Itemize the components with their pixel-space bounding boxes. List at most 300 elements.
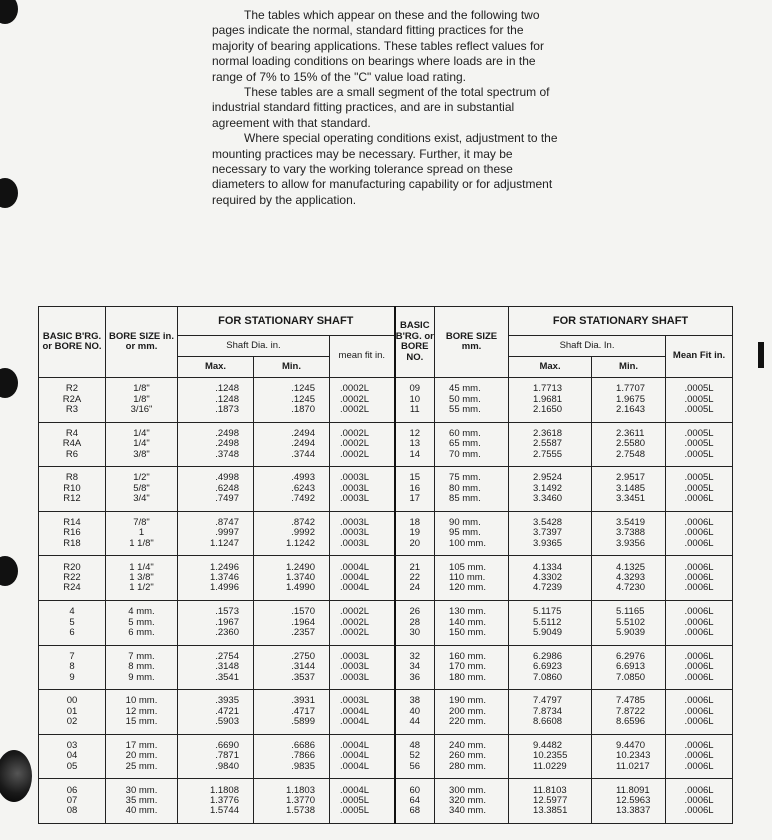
shaft-min-left-value: .2750 bbox=[291, 650, 315, 662]
shaft-min-right-cell bbox=[592, 422, 666, 467]
shaft-max-right-value: 3.3460 bbox=[533, 493, 563, 505]
shaft-min-right-cell bbox=[592, 690, 666, 735]
bore-size-right-cell bbox=[435, 734, 509, 779]
bore-size-left-value: 3/8" bbox=[133, 448, 150, 460]
shaft-min-left-cell bbox=[254, 734, 330, 779]
shaft-min-left-value: .1245 bbox=[291, 393, 315, 405]
bore-no-left-value: R4 bbox=[65, 427, 79, 439]
shaft-max-right-cell bbox=[509, 645, 592, 690]
shaft-min-left-value: 1.3740 bbox=[285, 571, 315, 583]
shaft-min-left-value: .4717 bbox=[291, 705, 315, 717]
bore-no-left-cell bbox=[39, 690, 106, 735]
shaft-max-left-value: .1248 bbox=[215, 383, 239, 395]
bore-size-right-value: 75 mm. bbox=[449, 472, 481, 484]
shaft-min-left-value: .2357 bbox=[291, 626, 315, 638]
shaft-max-right-value: 3.5428 bbox=[533, 516, 563, 528]
bore-no-right-cell bbox=[395, 556, 435, 601]
bore-size-left-value: 1/4" bbox=[133, 427, 150, 439]
shaft-min-right-value: 1.7707 bbox=[616, 383, 646, 395]
bore-size-left-value: 1/2" bbox=[133, 472, 150, 484]
shaft-min-right-value: 7.8722 bbox=[616, 705, 646, 717]
shaft-min-right-value: 2.5580 bbox=[616, 438, 646, 450]
bore-size-left-value: 35 mm. bbox=[125, 794, 158, 806]
shaft-max-right-value: 3.1492 bbox=[533, 482, 563, 494]
mean-fit-left-value: .0005L bbox=[340, 794, 370, 806]
bore-size-right-value: 280 mm. bbox=[449, 760, 486, 772]
bore-size-right-value: 80 mm. bbox=[449, 482, 481, 494]
bore-size-left-value: 1 bbox=[138, 527, 145, 539]
shaft-min-right-value: 7.0850 bbox=[616, 671, 646, 683]
header-bore-size-right: BORE SIZE mm. bbox=[435, 307, 509, 378]
mean-fit-right-value: .0006L bbox=[684, 760, 714, 772]
header-stationary-shaft-left: FOR STATIONARY SHAFT bbox=[178, 307, 395, 336]
bore-size-right-cell bbox=[435, 511, 509, 556]
shaft-min-left-value: .6686 bbox=[291, 739, 315, 751]
bore-no-left-cell bbox=[39, 645, 106, 690]
header-basic-brg-right: BASIC B'RG. or BORE NO. bbox=[395, 307, 435, 378]
shaft-max-right-cell bbox=[509, 467, 592, 512]
header-mean-fit-right: Mean Fit in. bbox=[666, 336, 733, 378]
bore-size-right-value: 300 mm. bbox=[449, 784, 486, 796]
bore-size-right-value: 120 mm. bbox=[449, 582, 486, 594]
table-row bbox=[39, 511, 733, 556]
shaft-max-left-value: .3748 bbox=[215, 448, 239, 460]
header-min-left: Min. bbox=[254, 357, 330, 378]
bore-no-right-value: 11 bbox=[409, 404, 420, 415]
bore-no-right-cell bbox=[395, 690, 435, 735]
bore-no-left-value: 05 bbox=[66, 760, 78, 772]
shaft-max-left-value: .8747 bbox=[215, 516, 239, 528]
bore-size-right-value: 50 mm. bbox=[449, 393, 481, 405]
mean-fit-left-value: .0004L bbox=[340, 582, 370, 594]
bore-no-right-value: 09 bbox=[409, 383, 421, 395]
mean-fit-right-value: .0005L bbox=[684, 383, 714, 395]
bore-no-right-cell bbox=[395, 779, 435, 824]
bore-size-right-value: 170 mm. bbox=[449, 661, 486, 673]
bore-no-right-value: 12 bbox=[409, 427, 421, 439]
bore-no-right-value: 24 bbox=[409, 582, 421, 594]
bore-size-left-value: 3/16" bbox=[130, 404, 153, 415]
shaft-min-left-value: 1.3770 bbox=[285, 794, 315, 806]
shaft-min-right-value: 5.5102 bbox=[616, 616, 646, 628]
shaft-min-right-value: 3.5419 bbox=[616, 516, 646, 528]
shaft-max-left-cell bbox=[178, 556, 254, 601]
mean-fit-left-cell bbox=[330, 645, 395, 690]
shaft-max-left-value: .5903 bbox=[215, 716, 239, 728]
shaft-min-left-value: 1.2490 bbox=[285, 561, 315, 573]
bore-size-right-value: 130 mm. bbox=[449, 606, 486, 618]
mean-fit-left-value: .0004L bbox=[340, 705, 370, 717]
bore-size-right-value: 45 mm. bbox=[449, 383, 481, 395]
shaft-min-left-value: .1870 bbox=[291, 404, 315, 415]
bore-size-left-cell bbox=[106, 600, 178, 645]
bore-no-left-cell bbox=[39, 511, 106, 556]
shaft-min-left-value: .7492 bbox=[291, 493, 315, 505]
shaft-min-right-value: 8.6596 bbox=[616, 716, 646, 728]
shaft-max-right-value: 2.7555 bbox=[533, 448, 563, 460]
bore-no-right-cell bbox=[395, 645, 435, 690]
bore-no-right-value: 13 bbox=[409, 438, 421, 450]
bore-no-left-value: 03 bbox=[66, 739, 78, 751]
shaft-max-right-value: 7.0860 bbox=[533, 671, 563, 683]
shaft-max-right-value: 2.1650 bbox=[533, 404, 563, 415]
bore-size-right-cell bbox=[435, 779, 509, 824]
shaft-min-right-value: 11.8091 bbox=[616, 784, 650, 796]
header-shaft-dia-right: Shaft Dia. In. bbox=[509, 336, 666, 357]
bore-no-left-cell bbox=[39, 467, 106, 512]
bore-no-left-value: 9 bbox=[69, 671, 75, 683]
shaft-min-right-cell bbox=[592, 645, 666, 690]
mean-fit-right-value: .0005L bbox=[684, 472, 714, 484]
bore-size-right-value: 320 mm. bbox=[449, 794, 486, 806]
bore-size-left-value: 15 mm. bbox=[125, 716, 158, 728]
shaft-min-right-value: 13.3837 bbox=[616, 805, 651, 817]
bore-size-left-value: 6 mm. bbox=[128, 626, 155, 638]
bore-no-right-cell bbox=[395, 422, 435, 467]
shaft-max-right-cell bbox=[509, 556, 592, 601]
bore-no-right-value: 64 bbox=[409, 794, 421, 806]
bore-size-right-cell bbox=[435, 556, 509, 601]
bore-no-left-value: 4 bbox=[69, 606, 75, 618]
bore-size-left-value: 20 mm. bbox=[125, 750, 158, 762]
mean-fit-left-value: .0002L bbox=[340, 383, 370, 395]
bore-size-right-value: 65 mm. bbox=[449, 438, 481, 450]
shaft-min-right-value: 3.9356 bbox=[616, 537, 646, 549]
bore-size-left-value: 4 mm. bbox=[128, 606, 155, 618]
mean-fit-left-value: .0003L bbox=[340, 482, 370, 494]
shaft-min-left-value: .9835 bbox=[291, 760, 315, 772]
bore-no-right-value: 44 bbox=[409, 716, 421, 728]
shaft-min-right-value: 5.9039 bbox=[616, 626, 646, 638]
shaft-min-left-value: .1245 bbox=[291, 383, 315, 395]
mean-fit-right-value: .0006L bbox=[684, 516, 714, 528]
bore-no-left-value: R16 bbox=[63, 527, 81, 539]
shaft-min-right-value: 5.1165 bbox=[616, 606, 645, 618]
bore-size-right-value: 200 mm. bbox=[449, 705, 486, 717]
table-body bbox=[39, 378, 733, 824]
bore-no-right-cell bbox=[395, 378, 435, 423]
header-mean-fit-left: mean fit in. bbox=[330, 336, 395, 378]
binder-hole-1 bbox=[0, 0, 18, 24]
bore-no-right-value: 34 bbox=[409, 661, 421, 673]
bore-size-left-cell bbox=[106, 734, 178, 779]
mean-fit-right-value: .0006L bbox=[684, 616, 714, 628]
shaft-min-left-value: .6243 bbox=[291, 482, 315, 494]
mean-fit-right-cell bbox=[666, 645, 733, 690]
shaft-max-right-value: 10.2355 bbox=[533, 750, 568, 762]
bore-no-right-value: 48 bbox=[409, 739, 421, 751]
shaft-min-right-value: 3.7388 bbox=[616, 527, 646, 539]
shaft-max-left-cell bbox=[178, 690, 254, 735]
mean-fit-left-value: .0003L bbox=[340, 527, 370, 539]
shaft-max-right-value: 11.8103 bbox=[533, 784, 567, 796]
bore-no-right-value: 36 bbox=[409, 671, 421, 683]
bore-no-right-cell bbox=[395, 734, 435, 779]
shaft-min-left-cell bbox=[254, 645, 330, 690]
bore-size-left-value: 12 mm. bbox=[125, 705, 158, 717]
mean-fit-left-value: .0004L bbox=[340, 760, 370, 772]
bore-no-left-value: 01 bbox=[66, 705, 78, 717]
shaft-min-left-value: .4993 bbox=[291, 472, 315, 484]
shaft-max-left-cell bbox=[178, 378, 254, 423]
table-row bbox=[39, 645, 733, 690]
shaft-min-left-value: .3744 bbox=[291, 448, 315, 460]
intro-paragraph-3: Where special operating conditions exist, adjustment to the mounting practices may be necessary. Further, it may be necessary to vary the working tolerance spread on these diameters to allow for manufacturing capability or for adjustment required by the application. bbox=[212, 131, 558, 207]
binder-hole-2 bbox=[0, 178, 18, 208]
bore-no-right-value: 60 bbox=[409, 784, 421, 796]
bore-size-left-value: 30 mm. bbox=[125, 784, 158, 796]
shaft-max-left-cell bbox=[178, 645, 254, 690]
shaft-min-left-value: 1.5738 bbox=[285, 805, 315, 817]
bore-no-left-value: R2A bbox=[62, 393, 82, 405]
shaft-max-left-value: .1873 bbox=[215, 404, 239, 415]
bore-no-left-value: R6 bbox=[65, 448, 79, 460]
bore-size-right-value: 160 mm. bbox=[449, 650, 486, 662]
shaft-min-right-value: 4.7230 bbox=[616, 582, 646, 594]
binder-hole-4 bbox=[0, 556, 18, 586]
shaft-max-right-value: 4.1334 bbox=[533, 561, 563, 573]
shaft-min-right-value: 4.3293 bbox=[616, 571, 646, 583]
bore-no-right-value: 40 bbox=[409, 705, 421, 717]
table-row bbox=[39, 378, 733, 423]
shaft-min-left-cell bbox=[254, 422, 330, 467]
shaft-min-right-cell bbox=[592, 511, 666, 556]
mean-fit-left-cell bbox=[330, 467, 395, 512]
shaft-min-left-value: .3144 bbox=[291, 661, 315, 673]
shaft-max-left-value: .7497 bbox=[215, 493, 239, 505]
shaft-min-right-value: 2.1643 bbox=[616, 404, 646, 415]
shaft-max-left-value: .4721 bbox=[215, 705, 239, 717]
shaft-min-right-value: 12.5963 bbox=[616, 794, 651, 806]
bore-no-right-value: 22 bbox=[409, 571, 421, 583]
shaft-min-right-value: 4.1325 bbox=[616, 561, 646, 573]
mean-fit-left-value: .0003L bbox=[340, 671, 370, 683]
shaft-min-right-value: 9.4470 bbox=[616, 739, 646, 751]
bore-size-left-cell bbox=[106, 467, 178, 512]
bore-size-left-cell bbox=[106, 645, 178, 690]
shaft-max-left-value: .1248 bbox=[215, 393, 239, 405]
mean-fit-left-value: .0003L bbox=[340, 537, 370, 549]
bore-no-left-value: 7 bbox=[69, 650, 75, 662]
bore-size-left-value: 40 mm. bbox=[125, 805, 158, 817]
bore-no-left-value: R3 bbox=[65, 404, 79, 415]
mean-fit-right-value: .0006L bbox=[684, 784, 714, 796]
bore-size-left-value: 1/8" bbox=[133, 383, 150, 395]
mean-fit-left-value: .0004L bbox=[340, 750, 370, 762]
mean-fit-right-cell bbox=[666, 600, 733, 645]
bore-size-right-value: 180 mm. bbox=[449, 671, 486, 683]
bore-no-left-cell bbox=[39, 779, 106, 824]
bore-size-right-value: 85 mm. bbox=[449, 493, 481, 505]
shaft-max-left-cell bbox=[178, 511, 254, 556]
bore-size-left-cell bbox=[106, 556, 178, 601]
bore-no-right-value: 28 bbox=[409, 616, 421, 628]
shaft-min-left-value: .3537 bbox=[291, 671, 315, 683]
bore-size-left-cell bbox=[106, 779, 178, 824]
shaft-max-right-value: 3.9365 bbox=[533, 537, 563, 549]
mean-fit-left-cell bbox=[330, 378, 395, 423]
bore-size-right-value: 55 mm. bbox=[449, 404, 481, 415]
shaft-max-left-cell bbox=[178, 467, 254, 512]
bore-no-right-cell bbox=[395, 511, 435, 556]
bore-no-left-value: 8 bbox=[69, 661, 75, 673]
mean-fit-left-value: .0002L bbox=[340, 438, 370, 450]
mean-fit-right-value: .0006L bbox=[684, 571, 714, 583]
mean-fit-right-value: .0006L bbox=[684, 606, 714, 618]
bore-size-left-value: 9 mm. bbox=[128, 671, 155, 683]
shaft-max-left-value: 1.1247 bbox=[209, 537, 239, 549]
shaft-min-right-value: 6.6913 bbox=[616, 661, 646, 673]
mean-fit-right-value: .0006L bbox=[684, 582, 714, 594]
bore-size-left-value: 1 1/2" bbox=[129, 582, 154, 594]
bore-no-left-value: R20 bbox=[63, 561, 81, 573]
shaft-min-right-cell bbox=[592, 600, 666, 645]
bore-no-left-value: R22 bbox=[63, 571, 81, 583]
bore-size-right-value: 95 mm. bbox=[449, 527, 481, 539]
shaft-max-left-value: 1.3776 bbox=[209, 794, 239, 806]
bore-no-left-cell bbox=[39, 422, 106, 467]
mean-fit-left-value: .0003L bbox=[340, 472, 370, 484]
shaft-min-right-value: 1.9675 bbox=[616, 393, 646, 405]
bore-no-left-value: R8 bbox=[65, 472, 79, 484]
mean-fit-right-value: .0006L bbox=[684, 661, 714, 673]
shaft-max-right-value: 12.5977 bbox=[533, 794, 568, 806]
shaft-min-right-cell bbox=[592, 734, 666, 779]
shaft-max-right-value: 1.9681 bbox=[533, 393, 563, 405]
bore-size-left-cell bbox=[106, 690, 178, 735]
bore-size-left-value: 1 1/4" bbox=[129, 561, 154, 573]
shaft-min-right-value: 6.2976 bbox=[616, 650, 646, 662]
shaft-max-left-value: .9997 bbox=[215, 527, 239, 539]
mean-fit-right-cell bbox=[666, 734, 733, 779]
shaft-max-right-cell bbox=[509, 600, 592, 645]
bore-no-right-value: 16 bbox=[409, 482, 421, 494]
shaft-max-left-cell bbox=[178, 600, 254, 645]
shaft-max-right-value: 2.9524 bbox=[533, 472, 563, 484]
shaft-max-right-value: 2.3618 bbox=[533, 427, 563, 439]
mean-fit-right-value: .0006L bbox=[684, 493, 714, 505]
mean-fit-right-value: .0005L bbox=[684, 482, 714, 494]
shaft-max-left-cell bbox=[178, 422, 254, 467]
shaft-min-left-value: 1.4990 bbox=[285, 582, 315, 594]
mean-fit-left-value: .0002L bbox=[340, 427, 370, 439]
mean-fit-left-value: .0004L bbox=[340, 571, 370, 583]
mean-fit-left-value: .0004L bbox=[340, 561, 370, 573]
bore-no-left-value: R18 bbox=[63, 537, 81, 549]
header-max-right: Max. bbox=[509, 357, 592, 378]
bore-no-left-value: 06 bbox=[66, 784, 78, 796]
bore-size-right-cell bbox=[435, 690, 509, 735]
header-bore-size-left: BORE SIZE in. or mm. bbox=[106, 307, 178, 378]
shaft-max-right-value: 6.6923 bbox=[533, 661, 563, 673]
shaft-max-right-value: 13.3851 bbox=[533, 805, 568, 817]
shaft-max-left-value: 1.2496 bbox=[209, 561, 239, 573]
mean-fit-right-value: .0005L bbox=[684, 404, 714, 415]
shaft-min-left-value: .1570 bbox=[291, 606, 315, 618]
shaft-max-left-value: .3148 bbox=[215, 661, 239, 673]
shaft-min-left-cell bbox=[254, 511, 330, 556]
mean-fit-right-value: .0006L bbox=[684, 650, 714, 662]
shaft-max-right-value: 9.4482 bbox=[533, 739, 563, 751]
shaft-max-left-value: .6690 bbox=[215, 739, 239, 751]
shaft-min-right-cell bbox=[592, 779, 666, 824]
bore-no-right-value: 14 bbox=[409, 448, 421, 460]
bore-size-right-value: 340 mm. bbox=[449, 805, 486, 817]
fitting-practice-table bbox=[38, 306, 733, 824]
bore-size-right-value: 70 mm. bbox=[449, 448, 481, 460]
bore-size-right-value: 60 mm. bbox=[449, 427, 481, 439]
bore-no-left-value: R12 bbox=[63, 493, 81, 505]
bore-size-right-value: 190 mm. bbox=[449, 695, 486, 707]
table-row bbox=[39, 779, 733, 824]
shaft-min-left-cell bbox=[254, 690, 330, 735]
bore-no-left-value: 5 bbox=[69, 616, 75, 628]
table-row bbox=[39, 556, 733, 601]
shaft-max-right-cell bbox=[509, 690, 592, 735]
mean-fit-right-value: .0006L bbox=[684, 671, 714, 683]
mean-fit-right-cell bbox=[666, 378, 733, 423]
bore-size-left-value: 8 mm. bbox=[128, 661, 155, 673]
mean-fit-right-cell bbox=[666, 779, 733, 824]
bore-size-left-value: 1 1/8" bbox=[129, 537, 154, 549]
mean-fit-right-value: .0005L bbox=[684, 393, 714, 405]
shaft-max-left-value: 1.4996 bbox=[209, 582, 239, 594]
bore-no-left-value: 04 bbox=[66, 750, 78, 762]
intro-text bbox=[212, 8, 562, 208]
shaft-max-left-cell bbox=[178, 734, 254, 779]
bore-size-left-cell bbox=[106, 422, 178, 467]
shaft-min-left-value: .5899 bbox=[291, 716, 315, 728]
shaft-min-right-value: 3.3451 bbox=[616, 493, 646, 505]
shaft-min-left-value: .1964 bbox=[291, 616, 315, 628]
intro-paragraph-1: The tables which appear on these and the following two pages indicate the normal, standard fitting practices for the majority of bearing applications. These tables reflect values for normal loading conditions on bearings where loads are in the range of 7% to 15% of the "C" value load rating. bbox=[212, 8, 544, 84]
mean-fit-left-cell bbox=[330, 556, 395, 601]
shaft-max-right-value: 4.7239 bbox=[533, 582, 563, 594]
shaft-min-right-value: 2.9517 bbox=[616, 472, 646, 484]
mean-fit-right-value: .0005L bbox=[684, 438, 714, 450]
mean-fit-left-cell bbox=[330, 600, 395, 645]
shaft-min-right-cell bbox=[592, 467, 666, 512]
shaft-max-right-value: 5.1175 bbox=[533, 606, 562, 618]
bore-size-left-value: 25 mm. bbox=[125, 760, 158, 772]
shaft-max-left-value: 1.5744 bbox=[209, 805, 239, 817]
bore-no-left-cell bbox=[39, 600, 106, 645]
mean-fit-right-cell bbox=[666, 467, 733, 512]
shaft-max-right-value: 8.6608 bbox=[533, 716, 563, 728]
bore-size-right-cell bbox=[435, 467, 509, 512]
bore-no-left-value: 02 bbox=[66, 716, 78, 728]
bore-size-right-value: 220 mm. bbox=[449, 716, 486, 728]
bore-no-left-value: 00 bbox=[66, 695, 78, 707]
shaft-max-left-value: .3935 bbox=[215, 695, 239, 707]
table-row bbox=[39, 690, 733, 735]
bore-size-right-value: 260 mm. bbox=[449, 750, 486, 762]
mean-fit-left-value: .0005L bbox=[340, 805, 370, 817]
header-max-left: Max. bbox=[178, 357, 254, 378]
shaft-max-right-value: 4.3302 bbox=[533, 571, 563, 583]
mean-fit-right-value: .0006L bbox=[684, 537, 714, 549]
bore-size-left-value: 7/8" bbox=[133, 516, 150, 528]
shaft-max-left-value: .6248 bbox=[215, 482, 239, 494]
shaft-min-right-value: 10.2343 bbox=[616, 750, 651, 762]
bore-no-left-value: 08 bbox=[66, 805, 78, 817]
bore-size-left-value: 10 mm. bbox=[125, 695, 158, 707]
intro-paragraph-2: These tables are a small segment of the total spectrum of industrial standard fitting practices, and are in substantial agreement with that standard. bbox=[212, 85, 550, 130]
shaft-min-left-value: 1.1242 bbox=[285, 537, 315, 549]
shaft-max-left-cell bbox=[178, 779, 254, 824]
shaft-max-left-value: 1.1808 bbox=[209, 784, 239, 796]
mean-fit-left-value: .0003L bbox=[340, 493, 370, 505]
